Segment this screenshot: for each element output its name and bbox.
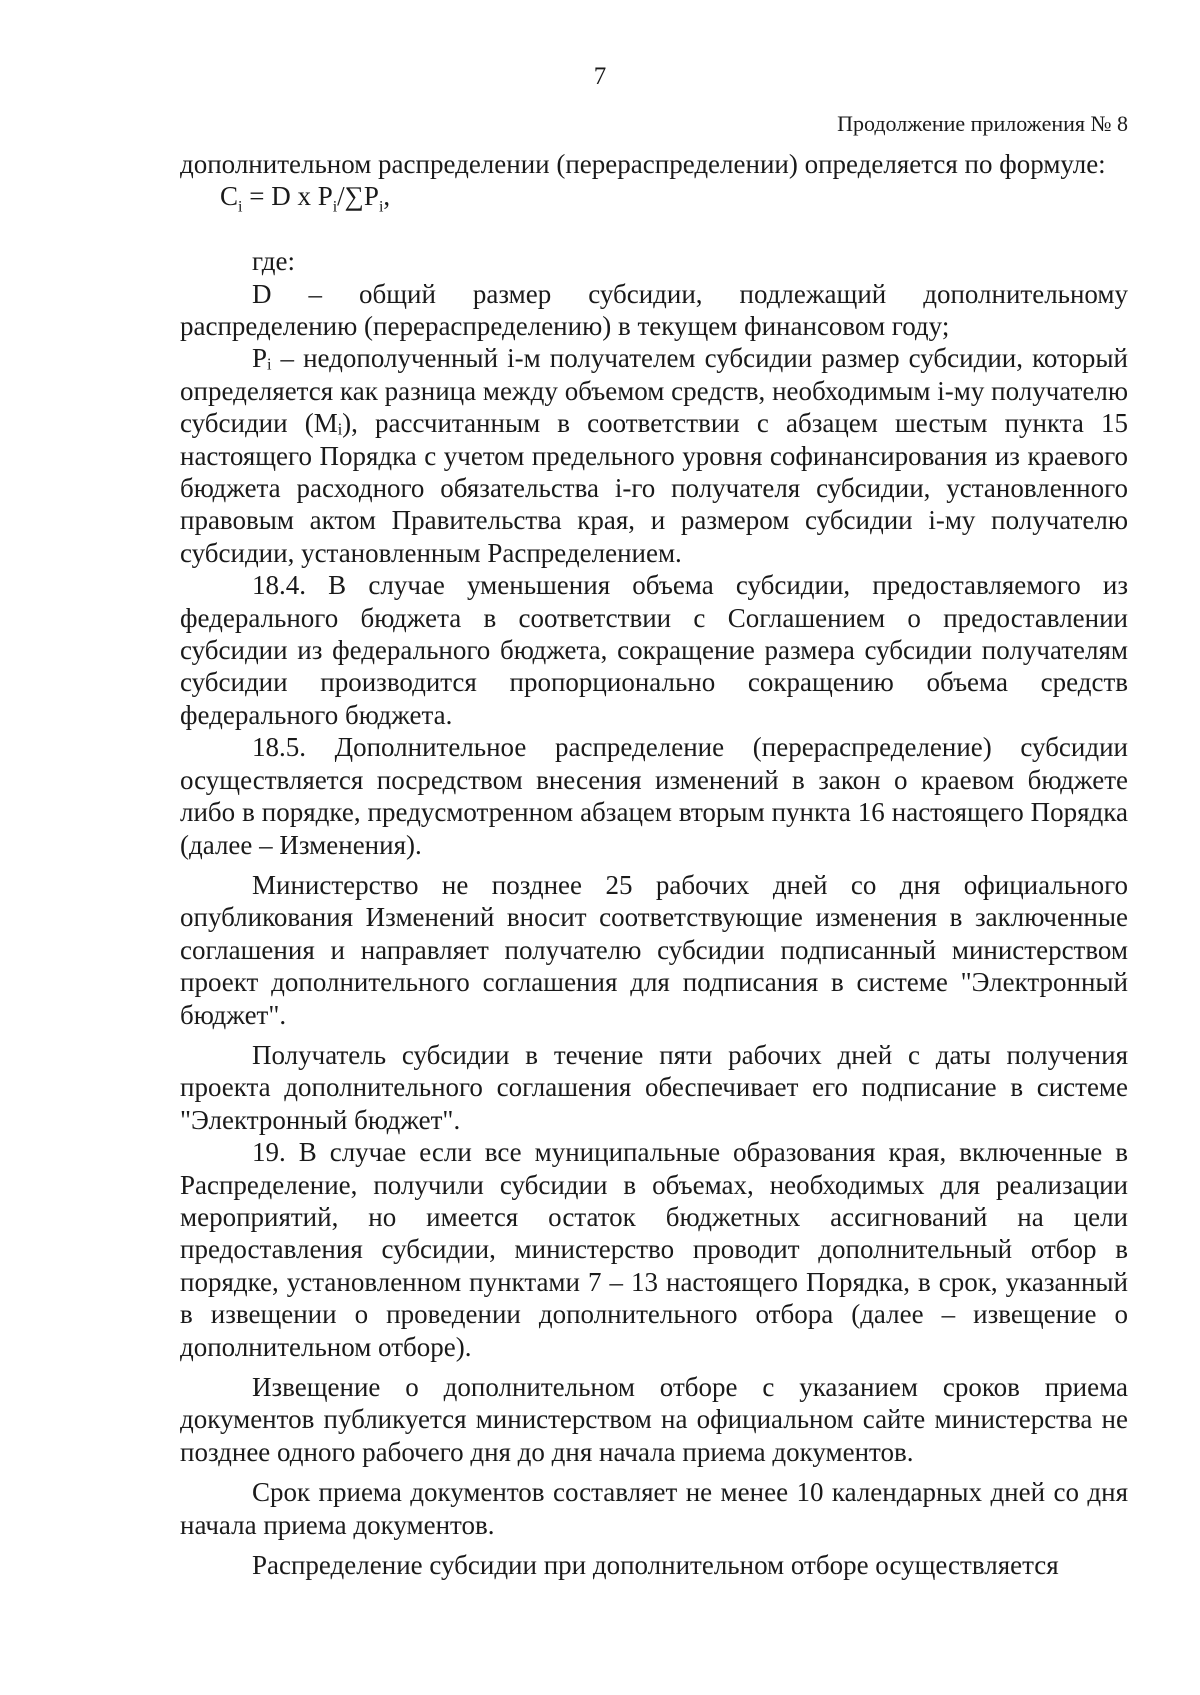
formula-lhs: C [220,181,239,212]
formula-rhs-a: = D x P [242,181,333,212]
paragraph-18-5: 18.5. Дополнительное распределение (перераспределение) субсидии осуществляется посредством внесения изменений в закон о краевом бюджете либо в порядке, предусмотренном абзацем вторым пункта 16 настоящего Порядка (далее – Изменения). [180,732,1128,860]
appendix-label: Продолжение приложения № 8 [837,111,1128,136]
formula-rhs-b-sub: i [378,198,384,216]
document-body [180,148,1128,1581]
paragraph-19: 19. В случае если все муниципальные образования края, включенные в Распределение, получили субсидии в объемах, необходимых для реализации мероприятий, но имеется остаток бюджетных ассигнований на цели предоставления субсидии, министерство проводит дополнительный отбор в порядке, установленном пунктами 7 – 13 настоящего Порядка, в срок, указанный в извещении о проведении дополнительного отбора (далее – извещение о дополнительном отборе). [180,1137,1128,1362]
formula-rhs-b: /∑P [337,181,379,212]
paragraph-distribution: Распределение субсидии при дополнительном отборе осуществляется [252,1550,1059,1581]
formula-rhs-a-sub: i [332,198,338,216]
paragraph-where: где: [252,246,295,277]
paragraph-recipient: Получатель субсидии в течение пяти рабочих дней с даты получения проекта дополнительного соглашения обеспечивает его подписание в системе "Электронный бюджет". [180,1039,1128,1135]
paragraph-d-definition: D – общий размер субсидии, подлежащий дополнительному распределению (перераспределению) в текущем финансовом году; [180,278,1128,342]
formula-lhs-sub: i [238,198,243,216]
paragraph-ministry: Министерство не позднее 25 рабочих дней со дня официального опубликования Изменений вносит соответствующие изменения в заключенные соглашения и направляет получателю субсидии подписанный министерством проект дополнительного соглашения для подписания в системе "Электронный бюджет". [180,869,1128,1030]
paragraph-term: Срок приема документов составляет не менее 10 календарных дней со дня начала приема документов. [180,1477,1128,1540]
page-number: 7 [593,63,607,90]
formula-rhs-end: , [383,181,391,212]
paragraph-18-4: 18.4. В случае уменьшения объема субсидии, предоставляемого из федерального бюджета в соответствии с Соглашением о предоставлении субсидии из федерального бюджета, сокращение размера субсидии получателям субсидии производится пропорционально сокращению объема средств федерального бюджета. [180,570,1128,730]
formula [180,180,1128,224]
paragraph-intro: дополнительном распределении (перераспределении) определяется по формуле: [180,149,1106,179]
paragraph-notice: Извещение о дополнительном отборе с указанием сроков приема документов публикуется министерством на официальном сайте министерства не позднее одного рабочего дня до дня начала приема документов. [180,1372,1128,1467]
paragraph-p-definition: Pᵢ – недополученный i-м получателем субсидии размер субсидии, который определяется как разница между объемом средств, необходимым i-му получателю субсидии (Mᵢ), рассчитанным в соответствии с абзацем шестым пункта 15 настоящего Порядка с учетом предельного уровня софинансирования из краевого бюджета расходного обязательства i-го получателя субсидии, установленного правовым актом Правительства края, и размером субсидии i-му получателю субсидии, установленным Распределением. [180,343,1128,568]
